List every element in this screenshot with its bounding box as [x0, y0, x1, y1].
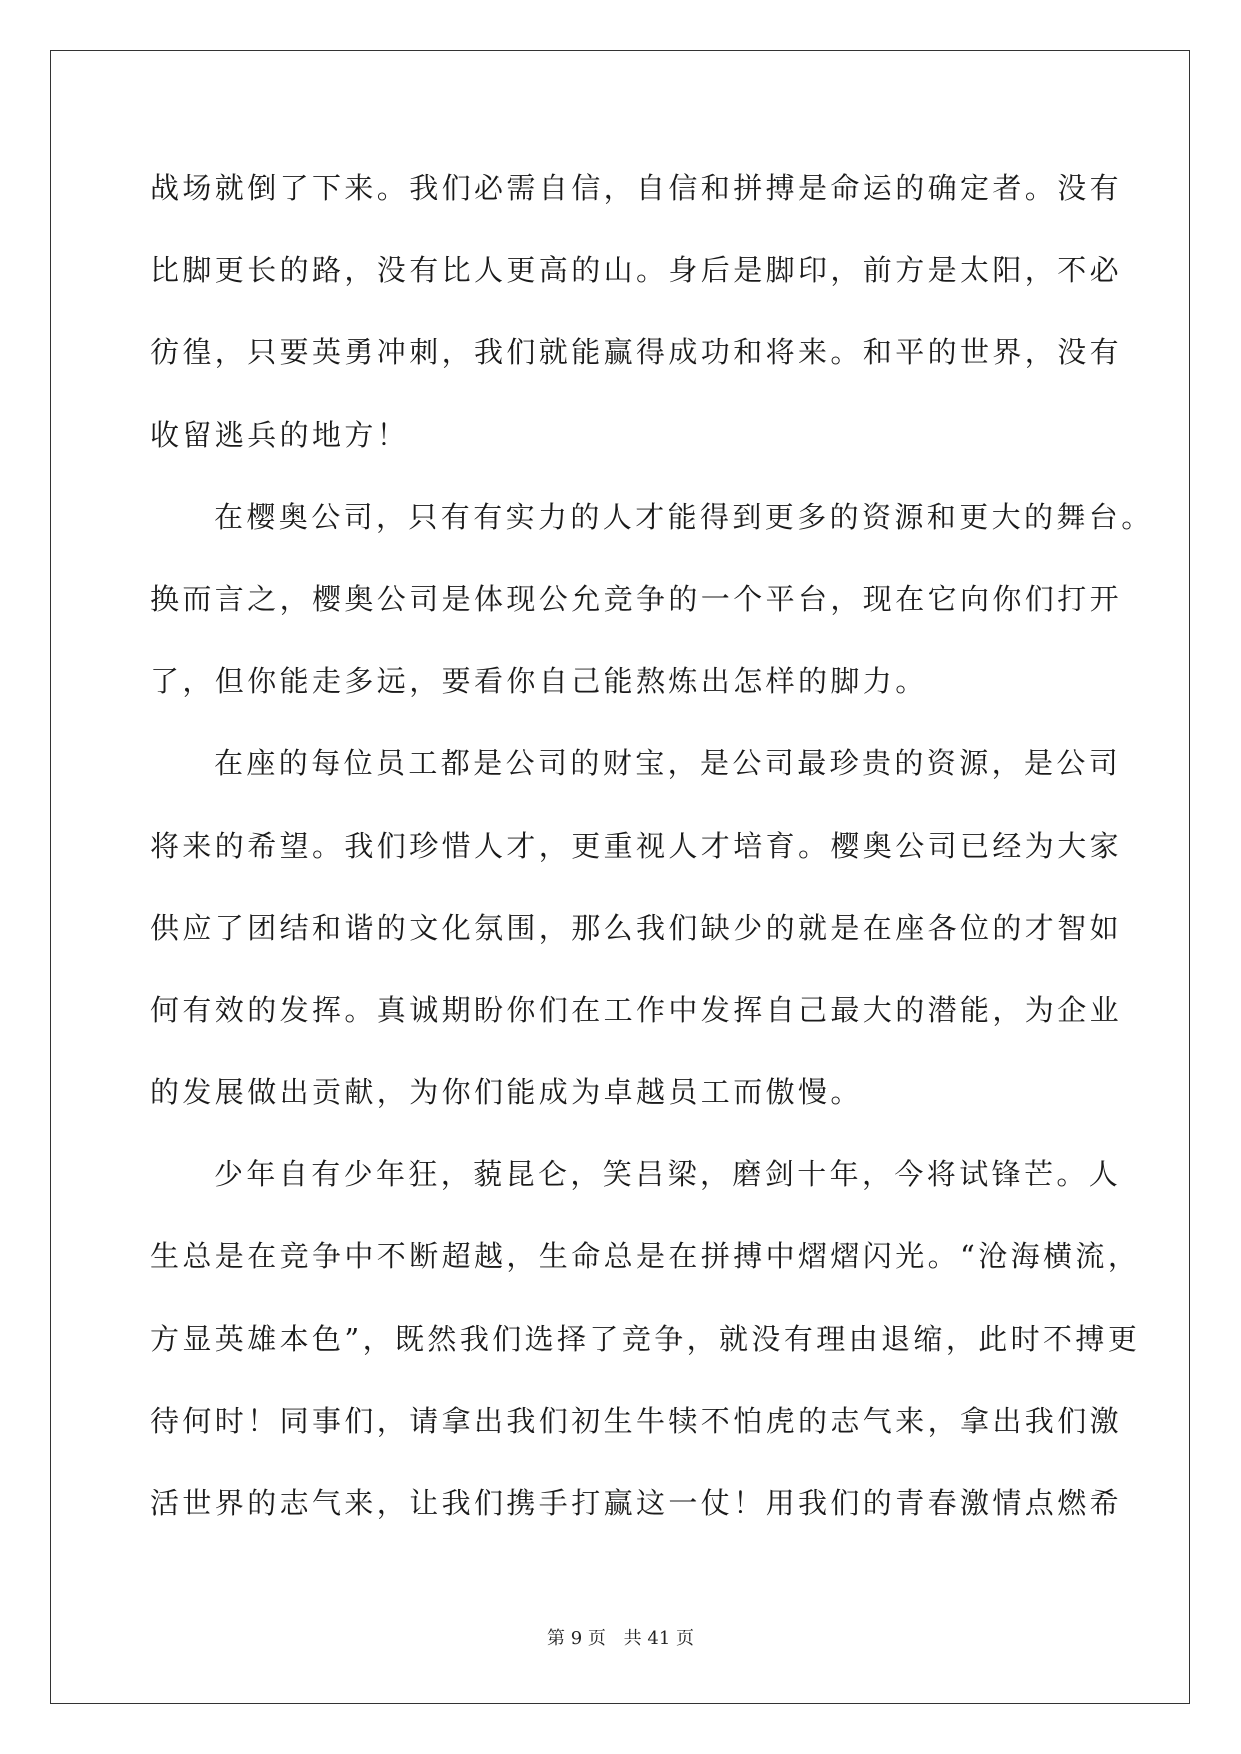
text-line: 生总是在竞争中不断超越，生命总是在拼搏中熠熠闪光。“沧海横流，: [150, 1239, 1141, 1274]
page-number: 第 9 页: [547, 1628, 606, 1649]
text-line: 的发展做出贡献，为你们能成为卓越员工而傲慢。: [150, 1075, 863, 1110]
document-body: [150, 168, 1154, 1565]
text-line: 待何时！同事们，请拿出我们初生牛犊不怕虎的志气来，拿出我们激: [150, 1403, 1123, 1438]
text-line: 供应了团结和谐的文化氛围，那么我们缺少的就是在座各位的才智如: [150, 910, 1123, 945]
text-line: 战场就倒了下来。我们必需自信，自信和拼搏是命运的确定者。没有: [150, 171, 1123, 205]
text-line: 何有效的发挥。真诚期盼你们在工作中发挥自己最大的潜能，为企业: [150, 992, 1123, 1027]
paragraph-start-line: 在座的每位员工都是公司的财宝，是公司最珍贵的资源，是公司: [214, 746, 1122, 781]
text-line: 将来的希望。我们珍惜人才，更重视人才培育。樱奥公司已经为大家: [150, 828, 1123, 863]
paragraph-start-line: 少年自有少年狂，藐昆仑，笑吕梁，磨剑十年，今将试锋芒。人: [214, 1157, 1122, 1192]
page-total: 共 41 页: [623, 1628, 694, 1649]
page-footer: [0, 1624, 1241, 1650]
text-line: 活世界的志气来，让我们携手打赢这一仗！用我们的青春激情点燃希: [150, 1486, 1123, 1520]
paragraph-start-line: 在樱奥公司，只有有实力的人才能得到更多的资源和更大的舞台。: [214, 499, 1154, 534]
text-line: 收留逃兵的地方！: [150, 417, 410, 452]
text-line: 比脚更长的路，没有比人更高的山。身后是脚印，前方是太阳，不必: [150, 253, 1123, 288]
text-line: 换而言之，樱奥公司是体现公允竞争的一个平台，现在它向你们打开: [150, 581, 1123, 616]
text-line: 彷徨，只要英勇冲刺，我们就能赢得成功和将来。和平的世界，没有: [150, 335, 1123, 370]
text-line: 了，但你能走多远，要看你自己能熬炼出怎样的脚力。: [150, 664, 928, 699]
text-line: 方显英雄本色”，既然我们选择了竞争，就没有理由退缩，此时不搏更: [150, 1321, 1141, 1356]
